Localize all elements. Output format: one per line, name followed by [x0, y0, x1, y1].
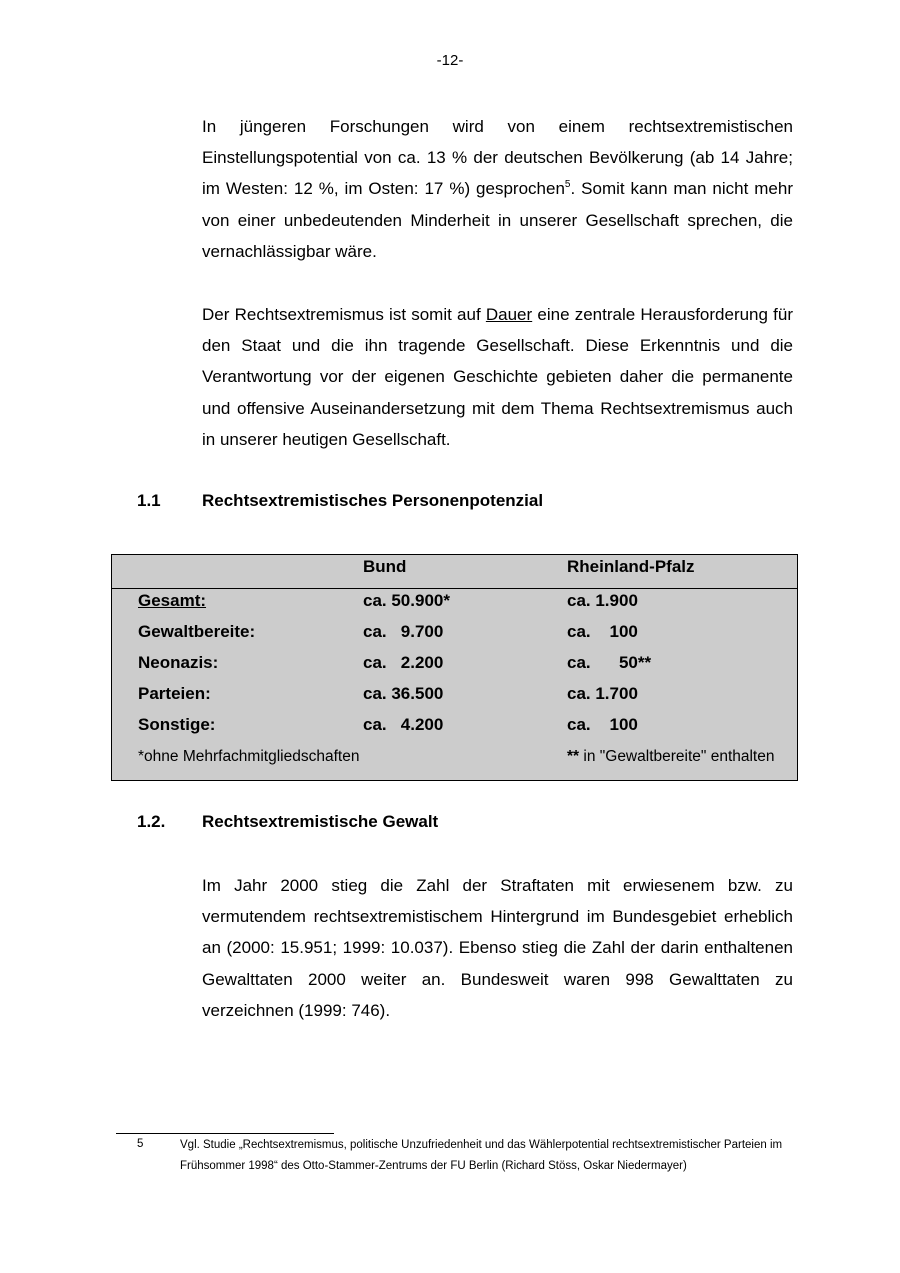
table-note-right	[567, 748, 774, 766]
table-note-text: in "Gewaltbereite" enthalten	[579, 748, 775, 765]
table-cell-rp: ca. 50**	[567, 653, 652, 672]
paragraph-text: In jüngeren Forschungen wird von einem rechtsextremistischen Einstellungspotential von ca. 13 % der deutschen Bevölkerung (ab 14 Jahre; im Westen: 12 %, im Osten: 17 %) gesprochen	[202, 117, 793, 199]
section-title: Rechtsextremistisches Personenpotenzial	[202, 491, 544, 510]
section-title: Rechtsextremistische Gewalt	[202, 812, 439, 831]
paragraph-text: eine zentrale Herausforderung für den Staat und die ihn tragende Gesellschaft. Diese Erkenntnis und die Verantwortung vor der eigenen Geschichte gebieten daher die permanente und offensive Auseinandersetzung mit dem Thema Rechtsextremismus auch in unserer heutigen Gesellschaft.	[202, 305, 793, 449]
underlined-word: Dauer	[485, 305, 533, 324]
table-cell-rp: ca. 1.700	[567, 684, 638, 703]
personnel-table	[111, 554, 798, 781]
section-heading-1-2	[137, 812, 438, 832]
table-row-label: Gesamt:	[138, 591, 207, 610]
page-number: -12-	[436, 52, 464, 69]
table-header-bund: Bund	[363, 557, 407, 576]
paragraph-violence: Im Jahr 2000 stieg die Zahl der Straftaten mit erwiesenem bzw. zu vermutendem rechtsextremistischem Hintergrund im Bundesgebiet erheblich an (2000: 15.951; 1999: 10.037). Ebenso stieg die Zahl der darin enthaltenen Gewalttaten 2000 weiter an. Bundesweit waren 998 Gewalttaten zu verzeichnen (1999: 746).	[202, 876, 793, 1020]
table-cell-bund: ca. 36.500	[363, 684, 444, 703]
table-cell-rp: ca. 100	[567, 715, 638, 734]
footnote-separator	[116, 1133, 334, 1134]
table-cell-bund: ca. 9.700	[363, 622, 444, 641]
table-note-left: *ohne Mehrfachmitgliedschaften	[138, 748, 360, 765]
section-heading-1-1	[137, 491, 543, 511]
paragraph-potential	[202, 111, 793, 267]
footnote-number: 5	[137, 1138, 144, 1150]
paragraph-text: Der Rechtsextremismus ist somit auf	[202, 305, 486, 324]
table-header-divider	[112, 588, 797, 589]
table-row-label: Parteien:	[138, 684, 211, 703]
section-number: 1.1	[137, 491, 161, 510]
paragraph-challenge	[202, 299, 793, 455]
table-row-label: Sonstige:	[138, 715, 216, 734]
table-header-rheinland-pfalz: Rheinland-Pfalz	[567, 557, 695, 576]
table-row-label: Neonazis:	[138, 653, 219, 672]
table-cell-bund: ca. 50.900*	[363, 591, 450, 610]
table-cell-rp: ca. 100	[567, 622, 638, 641]
table-cell-bund: ca. 2.200	[363, 653, 444, 672]
table-cell-rp: ca. 1.900	[567, 591, 638, 610]
section-number: 1.2.	[137, 812, 166, 831]
paragraph-text: . Somit kann man nicht mehr von einer unbedeutenden Minderheit in unserer Gesellschaft sprechen, die vernachlässigbar wäre.	[202, 179, 793, 261]
footnote-text: Vgl. Studie „Rechtsextremismus, politische Unzufriedenheit und das Wählerpotential rechtsextremistischer Parteien im Frühsommer 1998“ des Otto-Stammer-Zentrums der FU Berlin (Richard Stöss, Oskar Niedermayer)	[180, 1139, 783, 1172]
table-note-mark: **	[567, 748, 580, 765]
table-cell-bund: ca. 4.200	[363, 715, 444, 734]
footnote-reference: 5	[564, 179, 571, 191]
table-row-label: Gewaltbereite:	[138, 622, 256, 641]
